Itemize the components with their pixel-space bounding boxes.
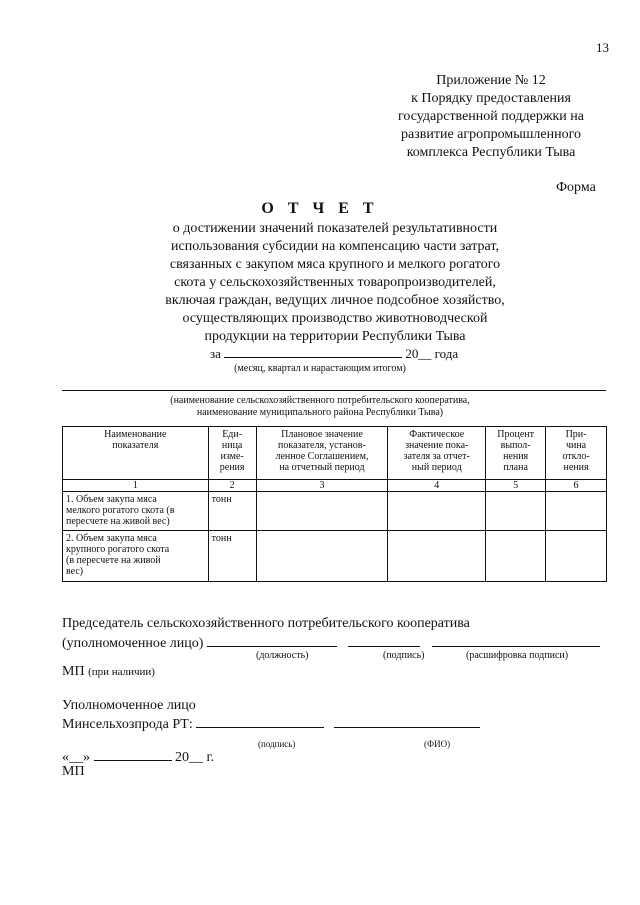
stamp-placeholder: МП (при наличии) — [62, 664, 155, 679]
signature-decode-blank — [432, 634, 600, 647]
chairman-authorized: (уполномоченное лицо) — [62, 634, 600, 654]
subtitle-line: осуществляющих производство животноводческой — [182, 311, 488, 326]
signature-decode-label: (расшифровка подписи) — [466, 650, 569, 661]
appendix-line: к Порядку предоставления — [411, 91, 571, 106]
header-planned-value: Плановое значение показателя, установ- ленное Соглашением, на отчетный период — [256, 427, 388, 480]
plan-cell — [256, 531, 388, 582]
column-number-row — [63, 480, 607, 492]
period-prefix: за — [210, 346, 221, 361]
column-number: 6 — [546, 480, 607, 492]
chairman-signature-block — [62, 614, 600, 654]
period-year-blank: __ — [418, 346, 432, 361]
ministry-name-label: (ФИО) — [424, 739, 451, 749]
position-blank — [207, 634, 337, 647]
form-label: Форма — [556, 180, 596, 195]
subtitle-line: скота у сельскохозяйственных товаропроизводителей, — [174, 275, 496, 290]
chairman-title: Председатель сельскохозяйственного потребительского кооператива — [62, 616, 470, 631]
period-suffix: года — [434, 346, 459, 361]
unit-cell: тонн — [208, 531, 256, 582]
column-number: 2 — [208, 480, 256, 492]
header-indicator-name: Наименование показателя — [63, 427, 209, 480]
indicator-name: 1. Объем закупа мяса мелкого рогатого скота (в пересчете на живой вес) — [63, 492, 209, 531]
organization-blank-line — [62, 390, 606, 391]
signature-blank — [348, 634, 420, 647]
table-row — [63, 492, 607, 531]
report-title: О Т Ч Е Т — [261, 200, 379, 217]
date-month-blank — [94, 748, 172, 761]
ministry-authorized: Минсельхозпрода РТ: — [62, 715, 480, 734]
stamp-note: (при наличии) — [88, 666, 155, 678]
fact-cell — [388, 492, 486, 531]
header-percent-completion: Процент выпол- нения плана — [486, 427, 546, 480]
report-table — [62, 426, 607, 582]
organization-note-line: наименование муниципального района Республики Тыва) — [196, 407, 444, 418]
table-row — [63, 531, 607, 582]
signature-label: (подпись) — [383, 650, 425, 661]
fact-cell — [388, 531, 486, 582]
unit-cell: тонн — [208, 492, 256, 531]
reason-cell — [546, 531, 607, 582]
ministry-signature-label: (подпись) — [258, 739, 296, 749]
appendix-line: комплекса Республики Тыва — [406, 145, 576, 160]
subtitle-line: о достижении значений показателей результативности — [172, 221, 498, 236]
column-number: 3 — [256, 480, 388, 492]
appendix-line: государственной поддержки на — [398, 109, 584, 124]
column-number: 5 — [486, 480, 546, 492]
reporting-period — [210, 345, 458, 362]
column-number: 1 — [63, 480, 209, 492]
plan-cell — [256, 492, 388, 531]
page-number: 13 — [596, 40, 609, 55]
column-number: 4 — [388, 480, 486, 492]
organization-note-line: (наименование сельскохозяйственного потребительского кооператива, — [170, 395, 470, 406]
percent-cell — [486, 492, 546, 531]
subtitle-line: связанных с закупом мяса крупного и мелкого рогатого — [169, 257, 501, 272]
period-year-prefix: 20 — [405, 346, 419, 361]
ministry-title: Уполномоченное лицо — [62, 698, 196, 713]
report-subtitle — [100, 220, 570, 346]
subtitle-line: использования субсидии на компенсацию части затрат, — [171, 239, 499, 254]
subtitle-line: включая граждан, ведущих личное подсобное хозяйство, — [165, 293, 505, 308]
appendix-line: Приложение № 12 — [436, 73, 546, 88]
header-actual-value: Фактическое значение пока- зателя за отчет- ный период — [388, 427, 486, 480]
table-header-row — [63, 427, 607, 480]
stamp-placeholder-2: МП — [62, 764, 85, 779]
indicator-name: 2. Объем закупа мяса крупного рогатого скота (в пересчете на живой вес) — [63, 531, 209, 582]
position-label: (должность) — [256, 650, 309, 661]
header-deviation-reason: При- чина откло- нения — [546, 427, 607, 480]
percent-cell — [486, 531, 546, 582]
ministry-signature-blank — [196, 715, 324, 728]
ministry-name-blank — [334, 715, 480, 728]
date-line: «__» 20__ г. — [62, 750, 215, 765]
header-unit: Еди- ница изме- рения — [208, 427, 256, 480]
appendix-line: развитие агропромышленного — [401, 127, 581, 142]
subtitle-line: продукции на территории Республики Тыва — [204, 329, 466, 344]
period-blank — [224, 345, 402, 358]
ministry-signature-block — [62, 697, 480, 734]
organization-note — [0, 395, 640, 419]
reason-cell — [546, 492, 607, 531]
period-note: (месяц, квартал и нарастающим итогом) — [234, 363, 406, 374]
appendix-header — [376, 72, 606, 162]
